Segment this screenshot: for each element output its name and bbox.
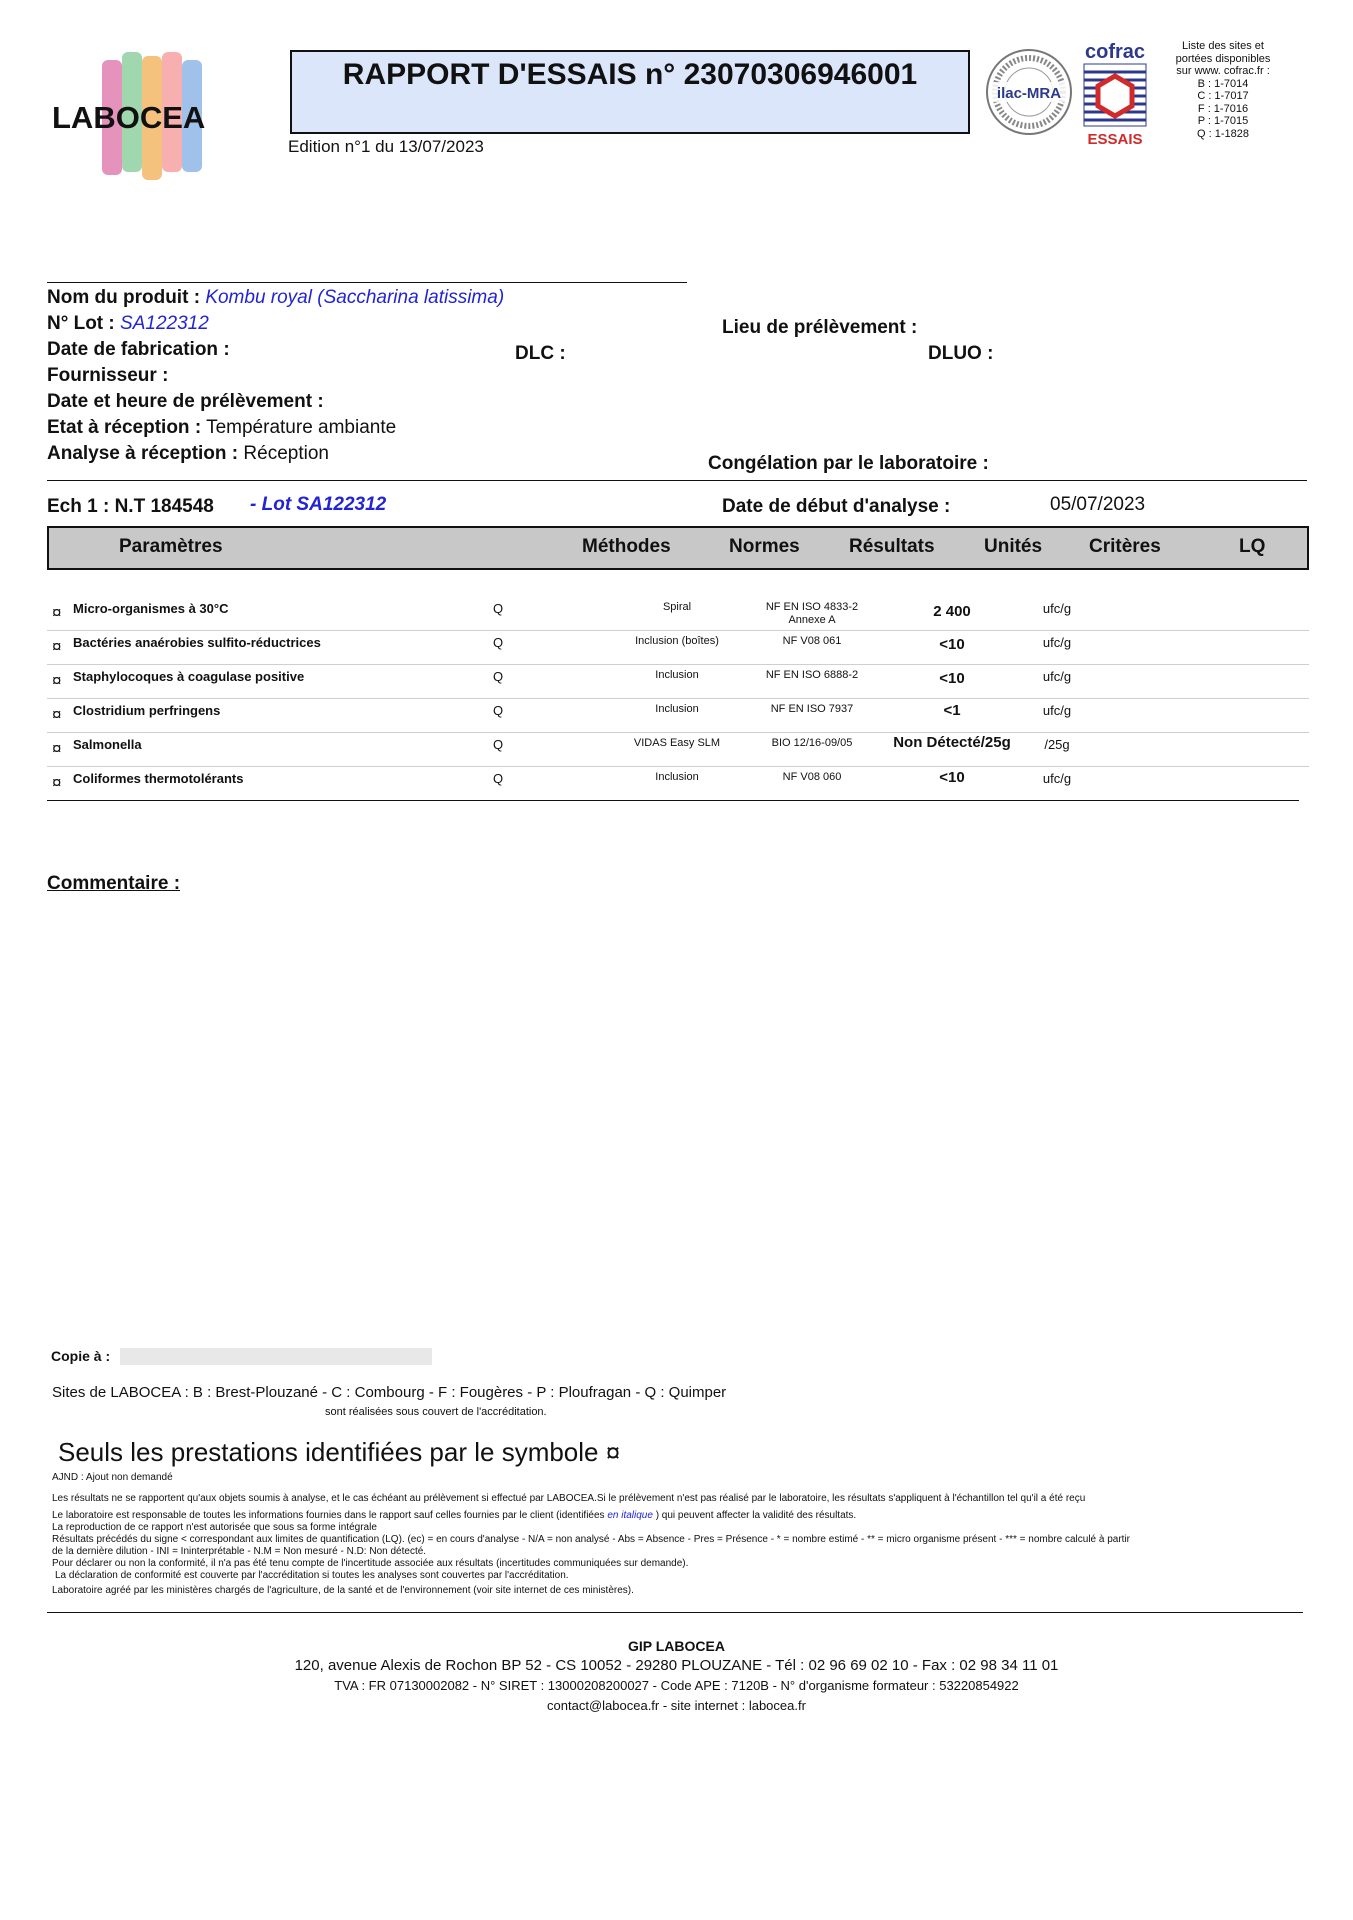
accreditation-symbol: ¤ — [52, 637, 62, 656]
accreditation-symbol: ¤ — [52, 603, 62, 622]
accreditation-symbol: ¤ — [52, 671, 62, 690]
row-result: <10 — [939, 636, 965, 653]
note-line: La déclaration de conformité est couverte par l'accréditation si toutes les analyses sont couvertes par l'accréditation. — [55, 1570, 569, 1581]
row-unit: ufc/g — [1042, 669, 1072, 684]
congelation-label: Congélation par le laboratoire : — [708, 453, 989, 474]
lot-value: SA122312 — [120, 313, 209, 334]
accreditation-sites-list — [1158, 40, 1288, 140]
row-norme: NF EN ISO 7937 — [770, 703, 854, 715]
accreditation-symbol: ¤ — [52, 773, 62, 792]
note-line: Les résultats ne se rapportent qu'aux objets soumis à analyse, et le cas échéant au prélèvement si effectué par LABOCEA.Si le prélèvement n'est pas réalisé par le laboratoire, les résultats s'appliquent à l'échantillon tel qu'il a été reçu — [52, 1493, 1086, 1504]
symbol-notice: Seuls les prestations identifiées par le symbole ¤ — [58, 1437, 621, 1467]
row-parameter: Clostridium perfringens — [73, 703, 221, 718]
analyse-value: Réception — [243, 443, 329, 464]
row-method: Inclusion — [655, 669, 699, 681]
logo-text: LABOCEA — [52, 100, 206, 135]
row-unit: ufc/g — [1042, 771, 1072, 786]
row-parameter: Micro-organismes à 30°C — [73, 601, 229, 616]
row-site: Q — [493, 737, 504, 752]
sites-list-line: F : 1-7016 — [1197, 102, 1249, 115]
row-norme: NF V08 061 — [782, 635, 842, 647]
sample-lot: - Lot SA122312 — [250, 494, 387, 515]
row-method: Inclusion (boîtes) — [635, 635, 719, 647]
row-result: 2 400 — [933, 603, 971, 620]
table-row — [47, 630, 1309, 665]
row-site: Q — [493, 601, 504, 616]
row-parameter: Salmonella — [73, 737, 142, 752]
product-name-label: Nom du produit : — [47, 287, 201, 308]
row-unit: ufc/g — [1042, 703, 1072, 718]
row-site: Q — [493, 771, 504, 786]
note-line: La reproduction de ce rapport n'est autorisée que sous sa forme intégrale — [52, 1522, 377, 1533]
row-site: Q — [493, 669, 504, 684]
row-method: Spiral — [662, 601, 692, 613]
divider — [47, 282, 687, 283]
table-row — [47, 664, 1309, 699]
report-title-box — [290, 50, 970, 134]
row-parameter: Coliformes thermotolérants — [73, 771, 244, 786]
sites-list-line: Q : 1-1828 — [1197, 127, 1249, 140]
sites-list-line: portées disponibles — [1175, 52, 1271, 65]
sites-list-line: P : 1-7015 — [1197, 115, 1249, 127]
row-result: Non Détecté/25g — [893, 734, 1011, 751]
divider — [47, 480, 1307, 481]
row-result: <1 — [943, 702, 961, 719]
product-name-row — [47, 285, 504, 311]
commentaire-label: Commentaire : — [47, 873, 181, 894]
prelevement-label: Date et heure de prélèvement : — [47, 391, 324, 412]
header-unites: Unités — [984, 536, 1043, 557]
header-resultats: Résultats — [849, 536, 935, 557]
divider — [47, 1612, 1303, 1613]
note-line: de la dernière dilution - INI = Ininterprétable - N.M = Non mesuré - N.D: Non détecté. — [52, 1546, 427, 1557]
table-row — [47, 596, 1309, 631]
row-unit: ufc/g — [1042, 635, 1072, 650]
copie-redacted-field — [120, 1348, 432, 1365]
dlc-label: DLC : — [515, 343, 566, 364]
accreditation-text: sont réalisées sous couvert de l'accréditation. — [325, 1406, 547, 1418]
fabrication-label: Date de fabrication : — [47, 339, 230, 360]
row-method: VIDAS Easy SLM — [633, 737, 721, 749]
note-line: Le laboratoire est responsable de toutes les informations fournies dans le rapport sauf celles fournies par le client (identifiées en italique ) qui peuvent affecter la validité des résultats. — [52, 1510, 857, 1521]
row-unit: ufc/g — [1042, 601, 1072, 616]
row-result: <10 — [939, 670, 965, 687]
footer-contact: contact@labocea.fr - site internet : labocea.fr — [547, 1698, 806, 1713]
row-norme: NF EN ISO 4833-2 Annexe A — [765, 601, 859, 626]
row-norme: NF EN ISO 6888-2 — [765, 669, 859, 681]
sites-list-line: C : 1-7017 — [1197, 90, 1249, 102]
product-name-value: Kombu royal (Saccharina latissima) — [205, 287, 505, 308]
header-criteres: Critères — [1089, 536, 1161, 557]
lot-label: N° Lot : — [47, 313, 115, 334]
row-result: <10 — [939, 769, 965, 786]
header-lq: LQ — [1239, 536, 1266, 557]
footer-address: 120, avenue Alexis de Rochon BP 52 - CS 10052 - 29280 PLOUZANE - Tél : 02 96 69 02 10 - Fax : 02 98 34 11 01 — [294, 1657, 1059, 1674]
etat-value: Température ambiante — [206, 417, 397, 438]
copie-label: Copie à : — [51, 1348, 111, 1364]
etat-row — [47, 415, 396, 441]
row-method: Inclusion — [655, 703, 699, 715]
row-parameter: Bactéries anaérobies sulfito-réductrices — [73, 635, 321, 650]
sites-text: Sites de LABOCEA : B : Brest-Plouzané - C : Combourg - F : Fougères - P : Ploufragan - Q : Quimper — [52, 1384, 727, 1401]
lot-row — [47, 311, 209, 337]
table-row — [47, 766, 1299, 801]
note-ajnd: AJND : Ajout non demandé — [52, 1472, 173, 1483]
report-title: RAPPORT D'ESSAIS n° 23070306946001 — [342, 58, 918, 91]
analyse-row — [47, 441, 329, 467]
cofrac-text: cofrac — [1084, 41, 1146, 63]
analysis-start-label: Date de début d'analyse : — [722, 496, 951, 517]
accreditation-symbol: ¤ — [52, 739, 62, 758]
fournisseur-label: Fournisseur : — [47, 365, 169, 386]
analyse-label: Analyse à réception : — [47, 443, 239, 464]
header-parametres: Paramètres — [119, 536, 223, 557]
dluo-label: DLUO : — [928, 343, 994, 364]
table-row — [47, 732, 1309, 767]
footer-tva: TVA : FR 07130002082 - N° SIRET : 13000208200027 - Code APE : 7120B - N° d'organisme formateur : 53220854922 — [334, 1678, 1019, 1693]
sites-list-line: sur www. cofrac.fr : — [1176, 65, 1270, 77]
row-parameter: Staphylocoques à coagulase positive — [73, 669, 305, 684]
note-line: Pour déclarer ou non la conformité, il n'a pas été tenu compte de l'incertitude associée aux résultats (incertitudes communiquées sur demande). — [52, 1558, 689, 1569]
accreditation-symbol: ¤ — [52, 705, 62, 724]
row-norme: BIO 12/16-09/05 — [771, 737, 853, 749]
cofrac-logo — [1080, 40, 1150, 148]
sites-list-line: B : 1-7014 — [1197, 77, 1249, 90]
note-line: Résultats précédés du signe < correspondant aux limites de quantification (LQ). (ec) = en cours d'analyse - N/A = non analysé - Abs = Absence - Pres = Présence - * = nombre estimé - ** = micro organisme présent - *** = nombre calculé à partir — [52, 1534, 1131, 1545]
row-method: Inclusion — [655, 771, 699, 783]
header-methodes: Méthodes — [582, 536, 671, 557]
etat-label: Etat à réception : — [47, 417, 202, 438]
lieu-prelevement-label: Lieu de prélèvement : — [722, 317, 918, 338]
table-row — [47, 698, 1309, 733]
cofrac-sub: ESSAIS — [1087, 131, 1143, 148]
row-site: Q — [493, 635, 504, 650]
row-norme: NF V08 060 — [782, 771, 842, 783]
sample-id: Ech 1 : N.T 184548 — [47, 496, 214, 517]
note-line: Laboratoire agréé par les ministères chargés de l'agriculture, de la santé et de l'environnement (voir site internet de ces ministères). — [52, 1585, 634, 1596]
footer-org: GIP LABOCEA — [628, 1638, 725, 1654]
ilac-mra-logo — [985, 48, 1073, 136]
results-table-header — [47, 526, 1309, 570]
row-unit: /25g — [1044, 737, 1070, 752]
analysis-start-value: 05/07/2023 — [1050, 494, 1146, 515]
ilac-text: ilac-MRA — [996, 85, 1062, 102]
row-site: Q — [493, 703, 504, 718]
labocea-logo — [50, 50, 260, 182]
header-normes: Normes — [729, 536, 800, 557]
sites-list-line: Liste des sites et — [1182, 40, 1264, 52]
edition-text: Edition n°1 du 13/07/2023 — [288, 137, 484, 156]
